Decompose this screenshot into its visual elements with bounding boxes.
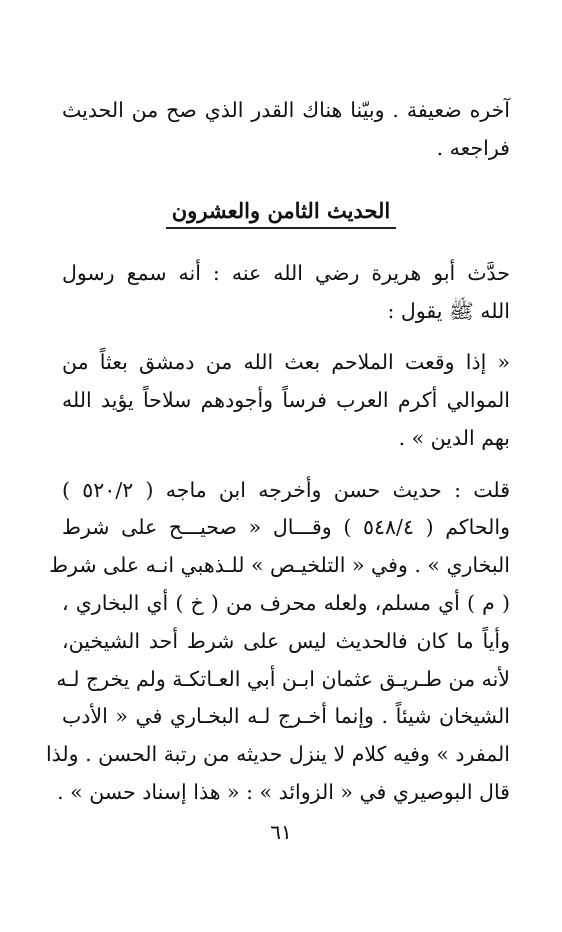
text-line: الموالي أكرم العرب فرساً وأجودهم سلاحاً يؤيد الله	[62, 388, 510, 412]
text-line: آخره ضعيفة . وبيّنا هناك القدر الذي صح من الحديث	[62, 98, 510, 122]
text-line: والحاكم ( ٥٤٨/٤ ) وقـــال « صحيـــح على شرط	[62, 515, 510, 539]
text-line: الله ﷺ يقول :	[387, 299, 510, 323]
text-line: « إذا وقعت الملاحم بعث الله من دمشق بعثاً من	[62, 350, 510, 374]
text-line: لأنه من طـريـق عثمان ابـن أبي العـاتكـة ولم يخرج لـه	[56, 667, 510, 691]
page-number: ٦١	[270, 820, 292, 844]
text-line: قلت : حديث حسن وأخرجه ابن ماجه ( ٥٢٠/٢ )	[62, 478, 510, 502]
text-line: البخاري » . وفي « التلخيـص » للـذهبي انـه على شرط	[49, 553, 510, 577]
text-line: الشيخان شيئاً . وإنما أخـرج لـه البخـاري في « الأدب	[62, 704, 510, 728]
hadith-heading	[0, 193, 562, 233]
text-line: فراجعه .	[436, 136, 510, 160]
text-line: وأياً ما كان فالحديث ليس على شرط أحد الشيخين،	[62, 629, 510, 653]
text-line: قال البوصيري في « الزوائد » : « هذا إسناد حسن » .	[57, 780, 510, 804]
text-line: حدَّث أبو هريرة رضي الله عنه : أنه سمع رسول	[62, 261, 510, 285]
text-line: ( م ) أي مسلم، ولعله محرف من ( خ ) أي البخاري ،	[62, 591, 510, 615]
text-line: بهم الدين » .	[398, 426, 510, 450]
text-line: المفرد » وفيه كلام لا ينزل حديثه من رتبة الحسن . ولذا	[45, 742, 510, 766]
hadith-heading-text: الحديث الثامن والعشرون	[166, 196, 397, 229]
